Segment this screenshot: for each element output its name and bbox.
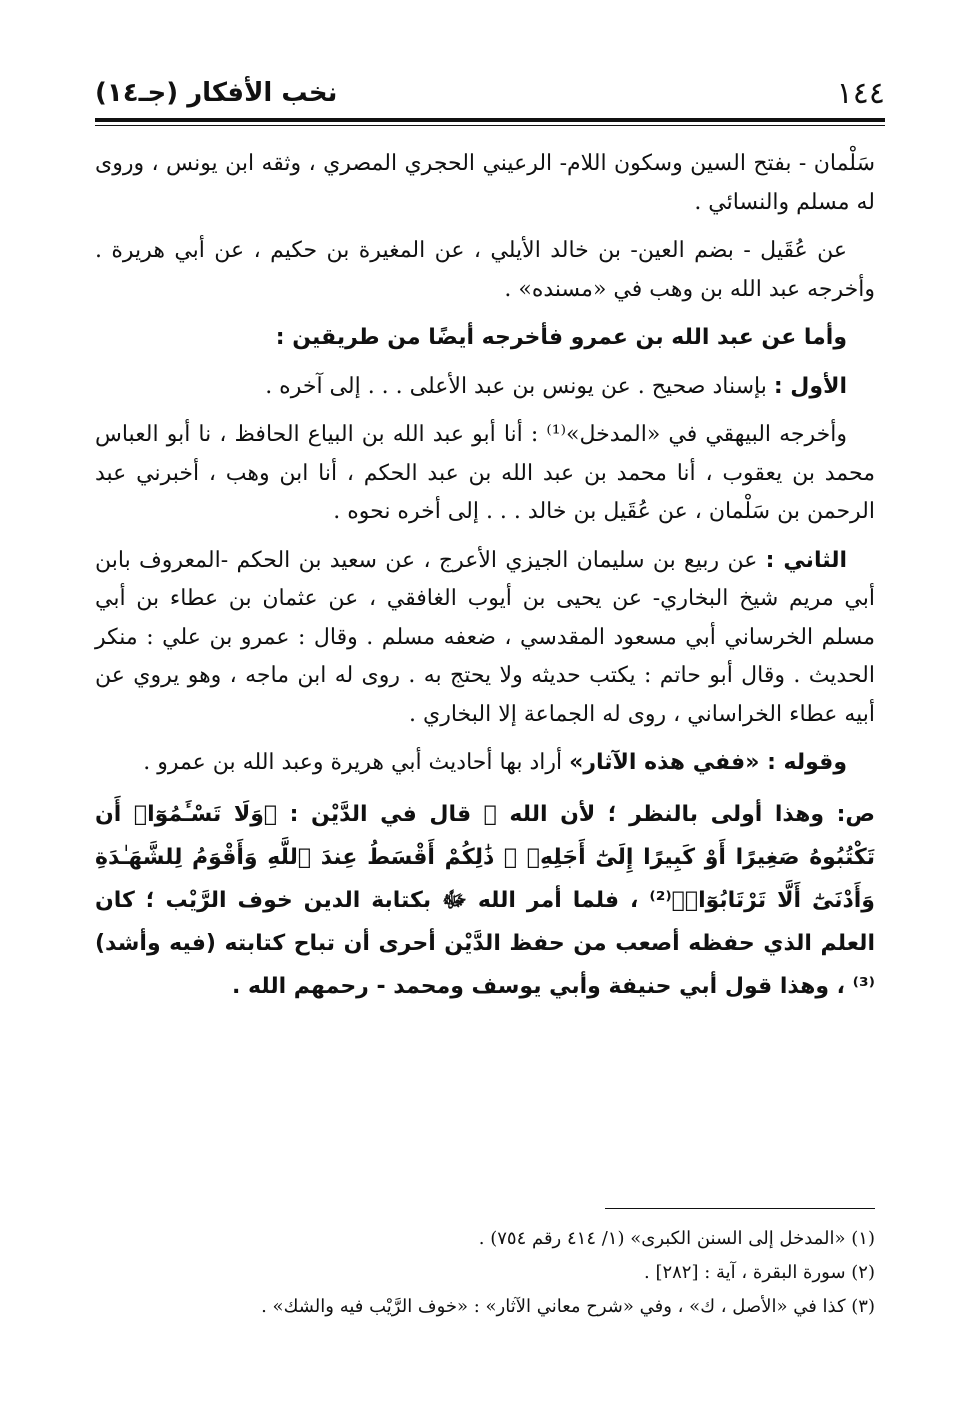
header-rule-thin bbox=[95, 125, 885, 126]
paragraph-narrator: سَلْمان - بفتح السين وسكون اللام- الرعيني الحجري المصري ، وثقه ابن يونس ، وروى له مسلم والنسائي . bbox=[95, 151, 875, 215]
paragraph-second-route bbox=[95, 542, 875, 735]
header-rule-thick bbox=[95, 118, 885, 122]
footnote-3: (٣) كذا في «الأصل ، ك» ، وفي «شرح معاني الآثار» : «خوف الرَّيْب فيه والشك» . bbox=[261, 1296, 875, 1317]
qawluhu-text: أراد بها أحاديث أبي هريرة وعبد الله بن عمرو . bbox=[143, 750, 563, 775]
footnote-1: (١) «المدخل إلى السنن الكبرى» (١/ ٤١٤ رقم ٧٥٤) . bbox=[478, 1228, 875, 1249]
second-route-text: عن ربيع بن سليمان الجيزي الأعرج ، عن سعيد بن الحكم -المعروف بابن أبي مريم شيخ البخاري- عن يحيى بن أيوب الغافقي ، عن عثمان بن عطاء بن أبي مسلم الخرساني أبي مسعود المقدسي ، ضعفه مسلم . وقال : عمرو بن علي : منكر الحديث . وقال أبو حاتم : يكتب حديثه ولا يحتج به . روى له ابن ماجه ، وهو يروي عن أبيه عطاء الخراساني ، روى له الجماعة إلا البخاري . bbox=[95, 547, 875, 727]
label-first: الأول : bbox=[773, 373, 847, 399]
page-number: ١٤٤ bbox=[836, 76, 885, 111]
paragraph-main-text: ص: وهذا أولى بالنظر ؛ لأن الله ﷻ قال في الدَّيْن : ﴿وَلَا تَسْـَٔمُوٓا۟ أَن تَكْتُبُوهُ صَغِيرًا أَوْ كَبِيرًا إِلَىٰٓ أَجَلِهِۦ ۚ ذَٰلِكُمْ أَقْسَطُ عِندَ ٱللَّهِ وَأَقْوَمُ لِلشَّهَـٰدَةِ وَأَدْنَىٰٓ أَلَّا تَرْتَابُوٓا۟﴾⁽²⁾ ، فلما أمر الله ﷻ بكتابة الدين خوف الرَّيْب ؛ كان العلم الذي حفظه أصعب من حفظ الدَّيْن أحرى أن تباح كتابته (فيه وأشد)⁽³⁾ ، وهذا قول أبي حنيفة وأبي يوسف ومحمد - رحمهم الله . bbox=[95, 801, 875, 999]
paragraph-first-route bbox=[95, 368, 875, 407]
label-qawluhu: وقوله : «ففي هذه الآثار» bbox=[569, 750, 847, 775]
footnotes bbox=[95, 1222, 875, 1324]
paragraph-bayhaqi: وأخرجه البيهقي في «المدخل»⁽¹⁾ : أنا أبو عبد الله بن البياع الحافظ ، نا أبو العباس محمد بن يعقوب ، أنا محمد بن عبد الله بن عبد الحكم ، أنا ابن وهب ، أخبرني عبد الرحمن بن سَلْمان ، عن عُقَيل بن خالد . . . إلى أخره نحوه . bbox=[95, 422, 875, 524]
label-second: الثاني : bbox=[765, 547, 847, 573]
first-route-text: بإسناد صحيح . عن يونس بن عبد الأعلى . . . إلى آخره . bbox=[265, 373, 767, 399]
body-text bbox=[95, 145, 875, 1018]
footnote-2: (٢) سورة البقرة ، آية : [٢٨٢] . bbox=[644, 1262, 875, 1283]
footnote-divider bbox=[605, 1208, 875, 1209]
page-header bbox=[95, 72, 885, 122]
paragraph-abdullah-heading: وأما عن عبد الله بن عمرو فأخرجه أيضًا من طريقين : bbox=[275, 325, 847, 350]
paragraph-qawluhu bbox=[95, 744, 875, 783]
paragraph-uqayl: عن عُقَيل - بضم العين- بن خالد الأيلي ، عن المغيرة بن حكيم ، عن أبي هريرة . وأخرجه عبد الله بن وهب في «مسنده» . bbox=[95, 238, 875, 302]
running-title: نخب الأفكار (جـ١٤) bbox=[95, 78, 338, 108]
